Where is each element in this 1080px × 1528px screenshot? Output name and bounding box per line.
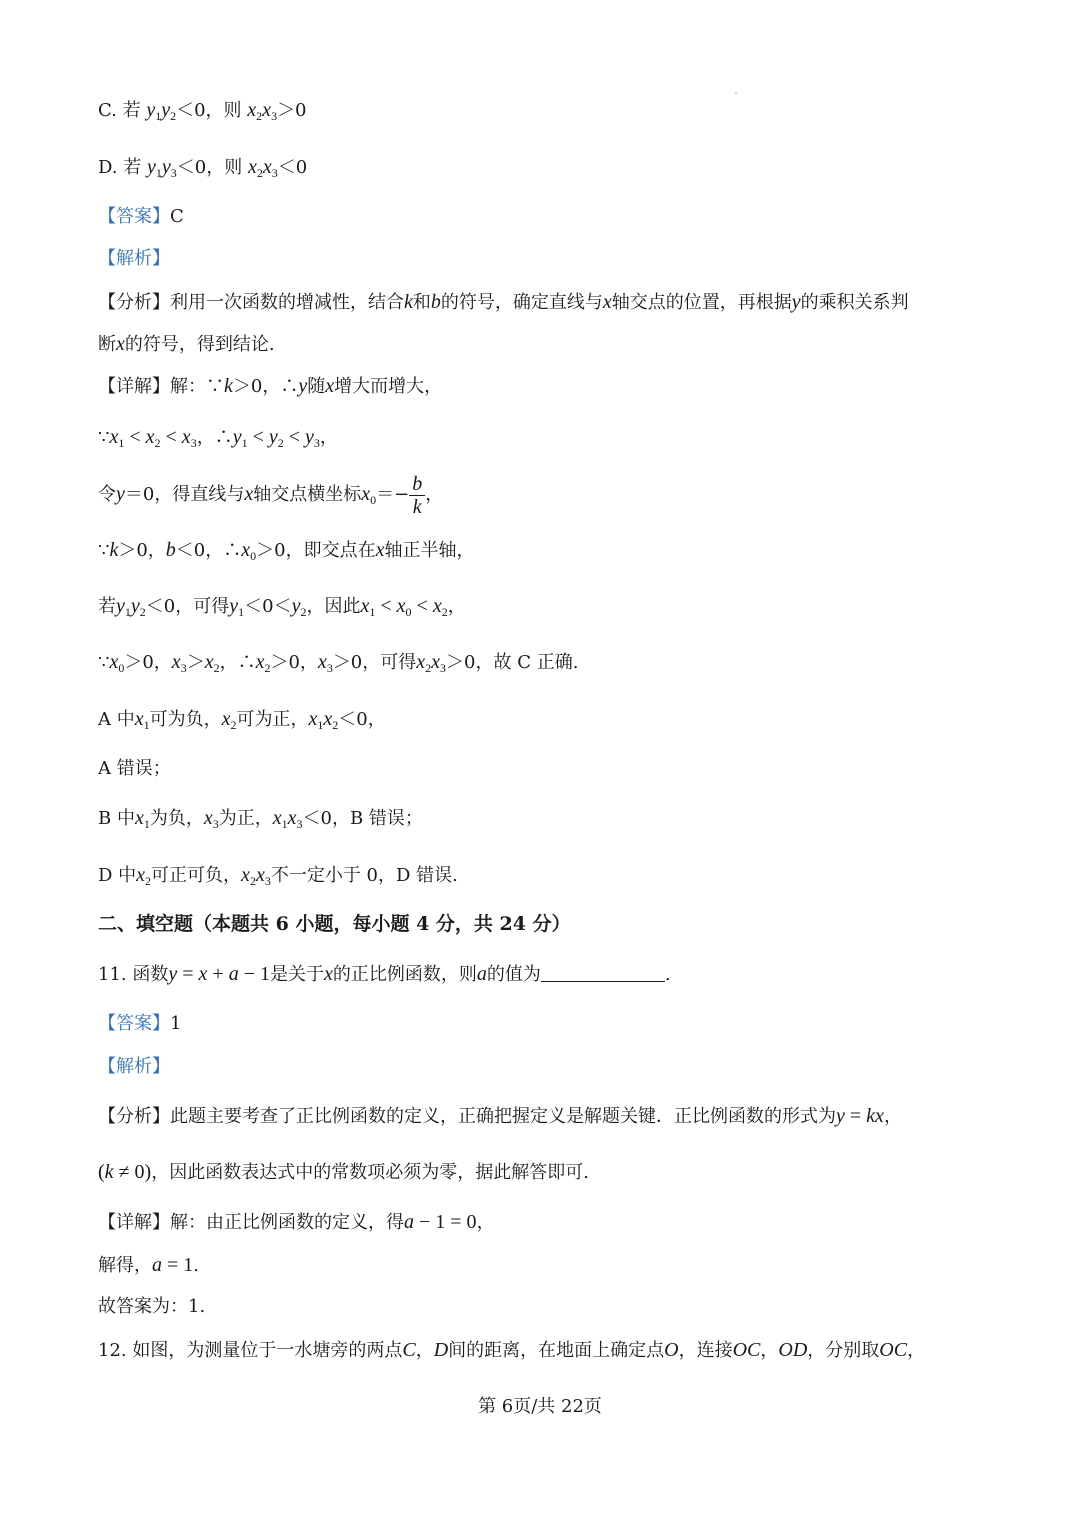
- question-11: 11. 函数y = x + a − 1是关于x的正比例函数，则a的值为 .: [98, 963, 671, 985]
- analysis-label-q11: 【解析】: [98, 1056, 170, 1077]
- fraction-b-over-k: $\frac{b}{k}$: [409, 473, 425, 518]
- q10-detail-5: 若$y_1y_2<0$，可得$y_1<0<y_2$，因此$x_1 < x_0 < x_2$，: [98, 595, 466, 619]
- q11-detail-3: 故答案为：1.: [98, 1296, 206, 1317]
- q10-fenxi-line1: 【分析】利用一次函数的增减性，结合k和b的符号，确定直线与x轴交点的位置，再根据y的乘积关系判: [98, 291, 909, 313]
- q11-detail-1: 【详解】解：由正比例函数的定义，得a − 1 = 0，: [98, 1211, 495, 1233]
- answer-blank: [541, 963, 665, 982]
- answer-line-q10: 【答案】C: [98, 206, 184, 227]
- page-footer: 第 6页/共 22页: [478, 1396, 602, 1417]
- question-12: 12. 如图，为测量位于一水塘旁的两点C，D间的距离，在地面上确定点O，连接OC，OD，分别取OC，: [98, 1339, 926, 1361]
- q11-fenxi-line2: (k ≠ 0)，因此函数表达式中的常数项必须为零，据此解答即可.: [98, 1161, 589, 1183]
- q11-detail-2: 解得，a = 1.: [98, 1254, 200, 1276]
- q11-fenxi-line1: 【分析】此题主要考查了正比例函数的定义，正确把握定义是解题关键．正比例函数的形式为y = kx，: [98, 1105, 902, 1127]
- analysis-label-q10: 【解析】: [98, 248, 170, 269]
- scan-speck: [735, 92, 737, 94]
- q10-detail-10: D 中$x_2$可正可负，$x_2x_3$不一定小于 0，D 错误.: [98, 864, 458, 888]
- q10-detail-1: 【详解】解：∵k＞0，∴y随x增大而增大，: [98, 375, 443, 397]
- q10-detail-6: $\because x_0>0$，$x_3>x_2$，$\therefore x_2>0$，$x_3>0$，可得$x_2x_3>0$，故 C 正确.: [98, 651, 579, 675]
- q10-detail-3: 令y＝0，得直线与x轴交点横坐标$x_0=-$ $\frac{b}{k}$ ，: [98, 472, 444, 518]
- option-c: C. 若 $y_1y_2<0$，则 $x_2x_3>0$: [98, 99, 307, 123]
- section-2-title: 二、填空题（本题共 6 小题，每小题 4 分，共 24 分）: [98, 913, 571, 935]
- option-d: D. 若 $y_1y_3<0$，则 $x_2x_3<0$: [98, 156, 308, 180]
- q10-fenxi-line2: 断x的符号，得到结论.: [98, 333, 275, 355]
- answer-line-q11: 【答案】1: [98, 1013, 182, 1034]
- q10-detail-8: A 错误；: [98, 758, 171, 779]
- q10-detail-7: A 中$x_1$可为负，$x_2$可为正，$x_1x_2<0$，: [98, 708, 386, 732]
- q10-detail-2: $\because x_1 < x_2 < x_3$，$\therefore y_1 < y_2 < y_3$，: [98, 426, 338, 450]
- q10-detail-4: ∵k＞0，b＜0，$\therefore x_0>0$，即交点在x轴正半轴，: [98, 539, 475, 563]
- q10-detail-9: B 中$x_1$为负，$x_3$为正，$x_1x_3<0$，B 错误；: [98, 807, 423, 831]
